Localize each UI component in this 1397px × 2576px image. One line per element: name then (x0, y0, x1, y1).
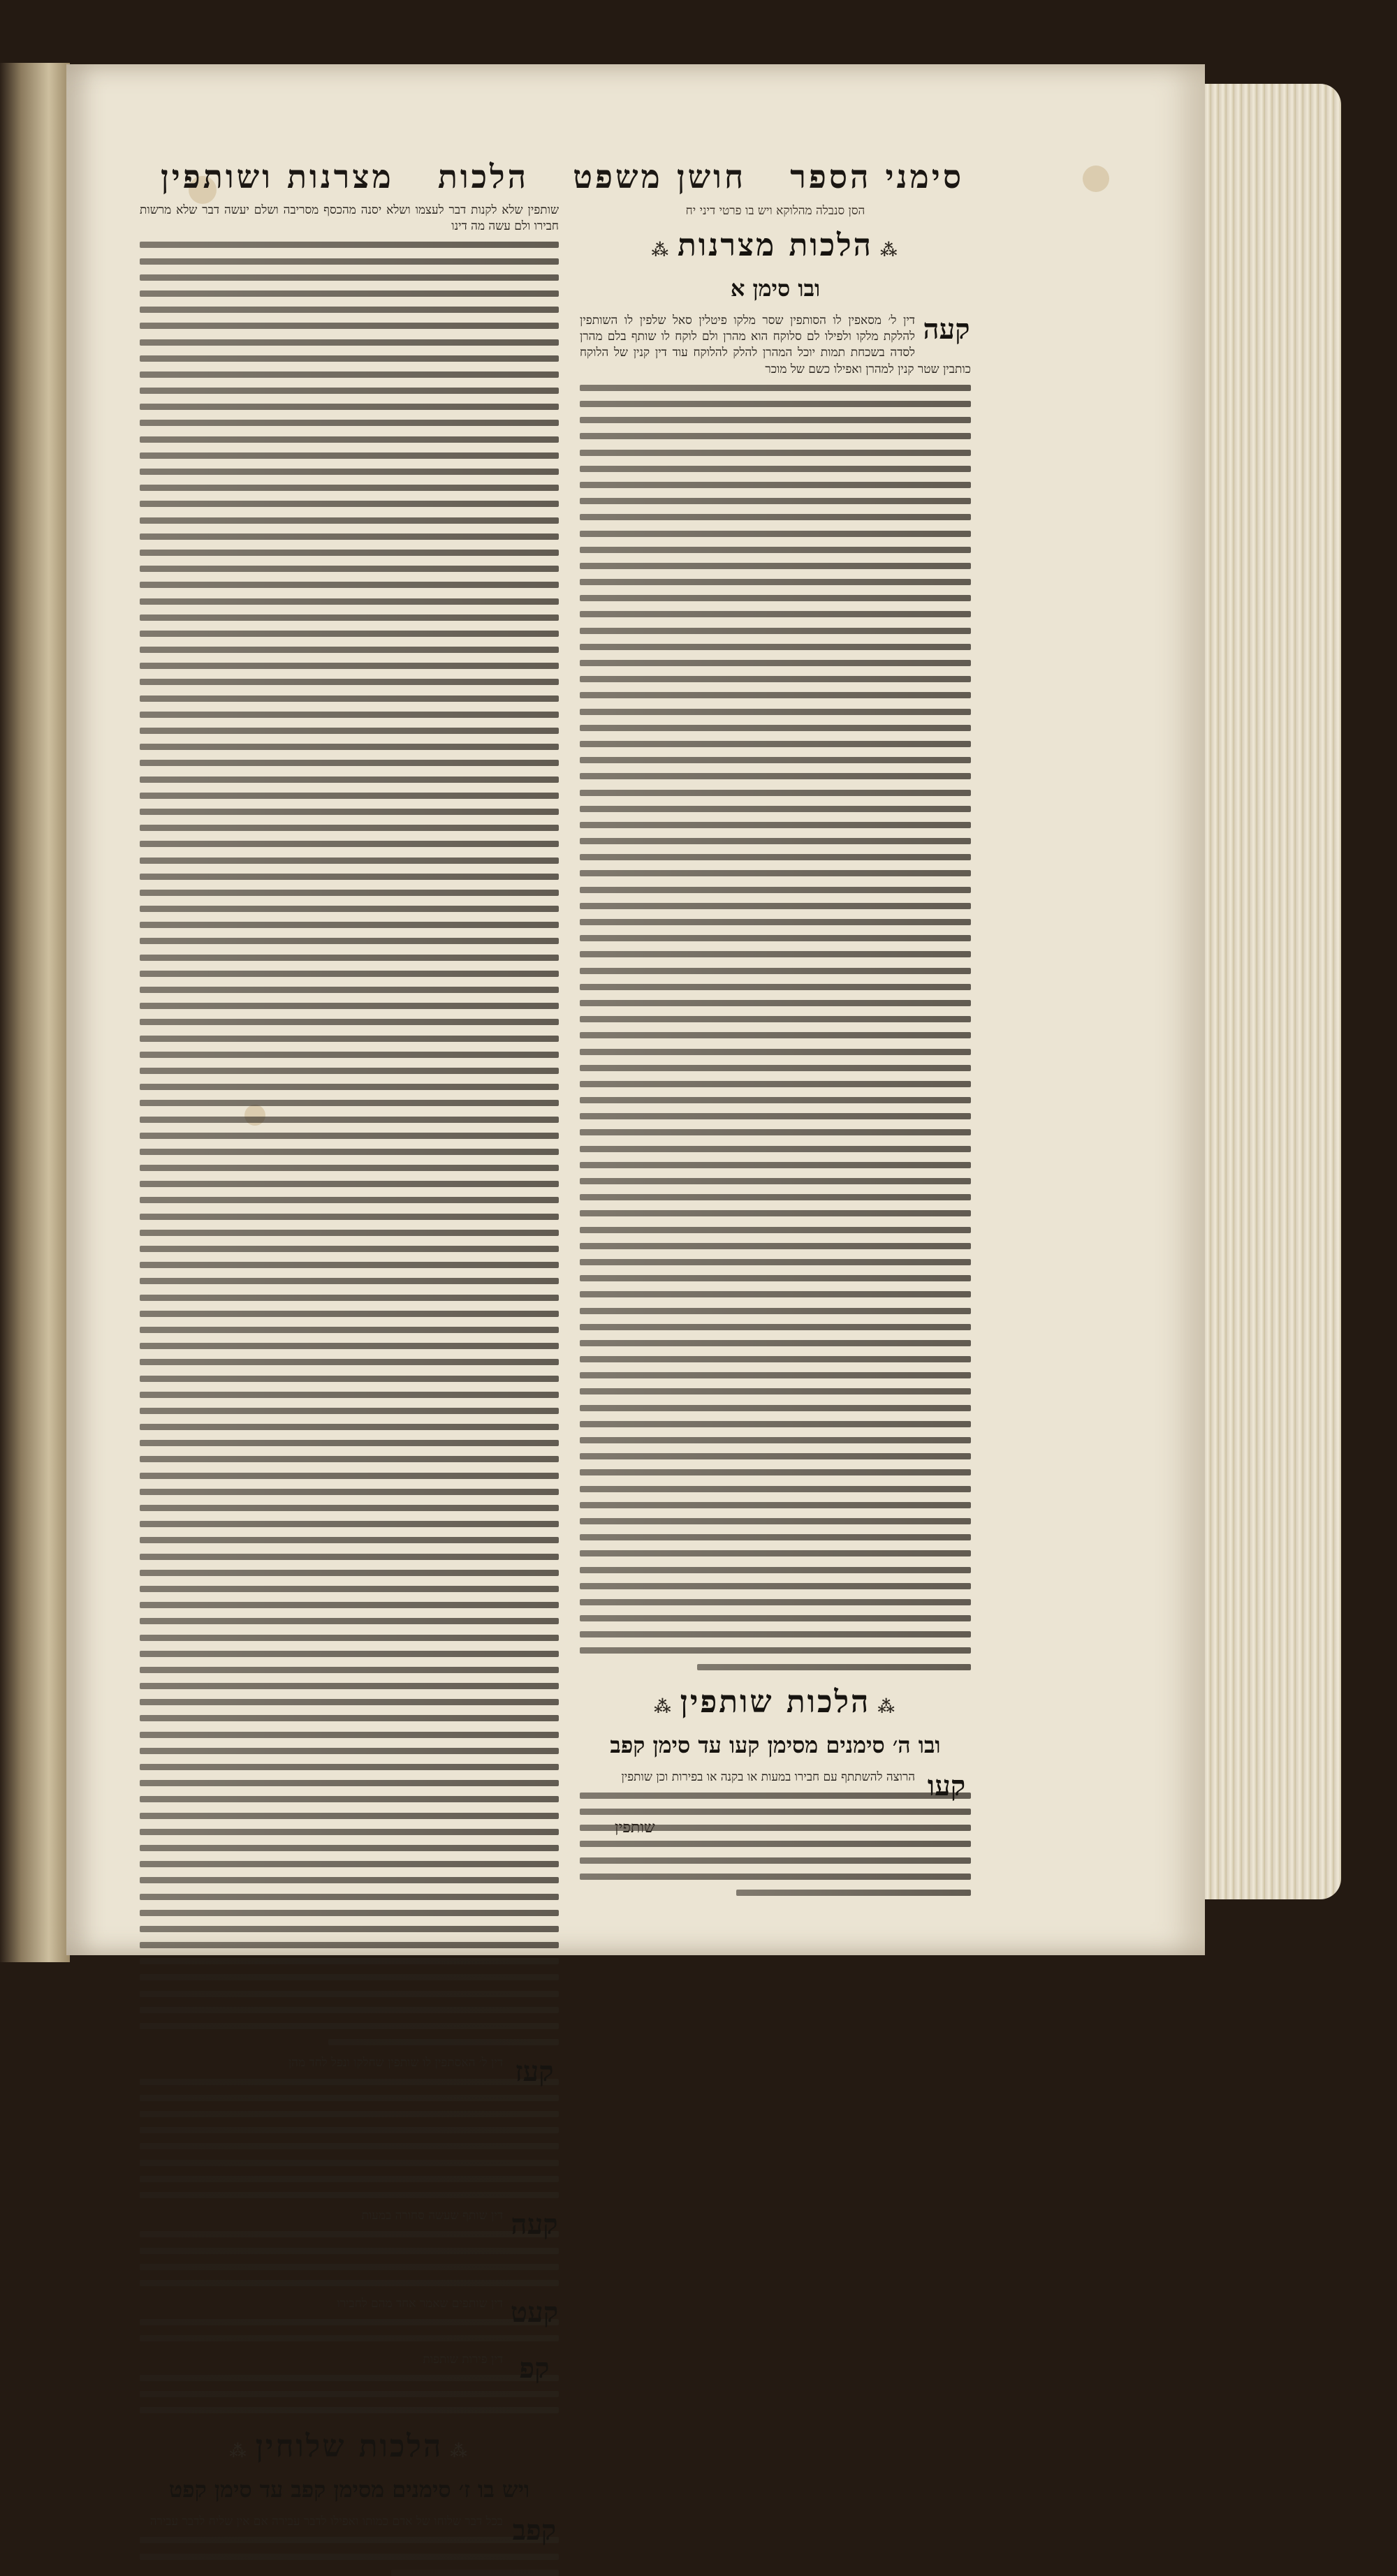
ornament-icon: ⁂ (879, 240, 900, 260)
paragraph-text: שותפין שלא לקנות דבר לעצמו ושלא יסנה מהכסף מסריבה ושלם יעשה דבר שלא מרשות חבירו ולם עשה מה דינו (140, 203, 559, 234)
text-block-body (140, 2079, 559, 2198)
paragraph-text: דין שותף שעשה סחורה במעות (361, 2209, 503, 2223)
text-block-body (580, 385, 971, 1670)
section-subtitle-shluchin: ויש בו ז׳ סימנים מסימן קפב עד סימן קפט (168, 2476, 530, 2503)
left-column (140, 203, 559, 2547)
section-title-matzranut: ⁂הלכות מצרנות⁂ (651, 228, 900, 263)
book-spine-edge (0, 63, 70, 1962)
paragraph-180 (140, 2351, 559, 2385)
ornament-icon: ⁂ (651, 240, 671, 260)
siman-number: קפ (519, 2351, 550, 2385)
foxing-stain (1083, 165, 1109, 192)
paragraph-text: דין שותפים שאמר אחד מהם לחבירו (337, 2297, 503, 2311)
paragraph-text: דין פירות שותפות (423, 2352, 503, 2367)
section-subtitle-matzranut: ובו סימן א (730, 275, 821, 302)
ornament-icon: ⁂ (877, 1695, 897, 1716)
paragraph-175 (580, 313, 971, 378)
section-title-shluchin: ⁂הלכות שלוחין⁂ (229, 2429, 469, 2465)
siman-number: קעז (515, 2055, 554, 2089)
paragraph-left-intro (140, 203, 559, 235)
ornament-icon: ⁂ (229, 2441, 249, 2461)
paragraph-177 (140, 2055, 559, 2089)
siman-number: קעה (511, 2208, 558, 2242)
ornament-icon: ⁂ (654, 1695, 673, 1716)
text-block-body (140, 2537, 559, 2575)
running-head-left-1: הלכות (437, 158, 529, 196)
running-head-right-1: סימני הספר (790, 158, 964, 196)
paragraph-text: דין ל׳ האסתפין לו שותפין שחלקו ונפל לחד מהן (288, 2056, 503, 2070)
running-head-left-2: מצרנות ושותפין (161, 158, 394, 196)
text-block-body (580, 1793, 971, 1896)
siman-number: קעט (510, 2296, 559, 2330)
text-block-body (140, 2375, 559, 2413)
paragraph-text: דין ל׳ מסאפין לו הסותפין שסר מלקו פיטלין סאל שלפין לו השותפין להלקת מלקו ולפילו לם סלוקח הוא מהרן ולם לוקח לו שותף בלם מהרן לסדה בשכחת תמות יוכל המהרן להלק להלוקח עוד דין קנין של הלוקח כותבין שטר קנין למהרן ואפילו כשם של מוכר (580, 314, 971, 376)
text-block-body (140, 2231, 559, 2286)
right-column (580, 203, 971, 1864)
section-subtitle-shutafin: ובו ה׳ סימנים מסימן קעו עד סימן קפב (610, 1731, 941, 1758)
running-head (161, 152, 964, 201)
paragraph-text: הרוצה להשתתף עם חבירו במעות או בקנה או בפירות וכן שותפין (621, 1769, 915, 1784)
paragraph-176 (580, 1769, 971, 1802)
catchword: שותפין (615, 1819, 655, 1837)
ornament-icon: ⁂ (450, 2441, 469, 2461)
text-block-body (140, 2319, 559, 2341)
paragraph-text: בכל דבר שלוחו של אדם כמותו ואפילו לדבר עבירה אם אין שליח לדבר עבירה (149, 2515, 503, 2529)
siman-number: קפב (512, 2514, 557, 2547)
siman-number: קעו (927, 1769, 966, 1802)
text-block-body (140, 242, 559, 2045)
paragraph-179 (140, 2296, 559, 2330)
siman-number: קעה (923, 313, 970, 346)
top-note: הסן סנבלה מהלוקא ויש בו פרטי דיני יח (685, 204, 865, 218)
section-title-shutafin: ⁂הלכות שותפין⁂ (654, 1684, 897, 1720)
running-head-right-2: חושן משפט (573, 158, 747, 196)
paragraph-178 (140, 2208, 559, 2242)
paragraph-182 (140, 2514, 559, 2547)
